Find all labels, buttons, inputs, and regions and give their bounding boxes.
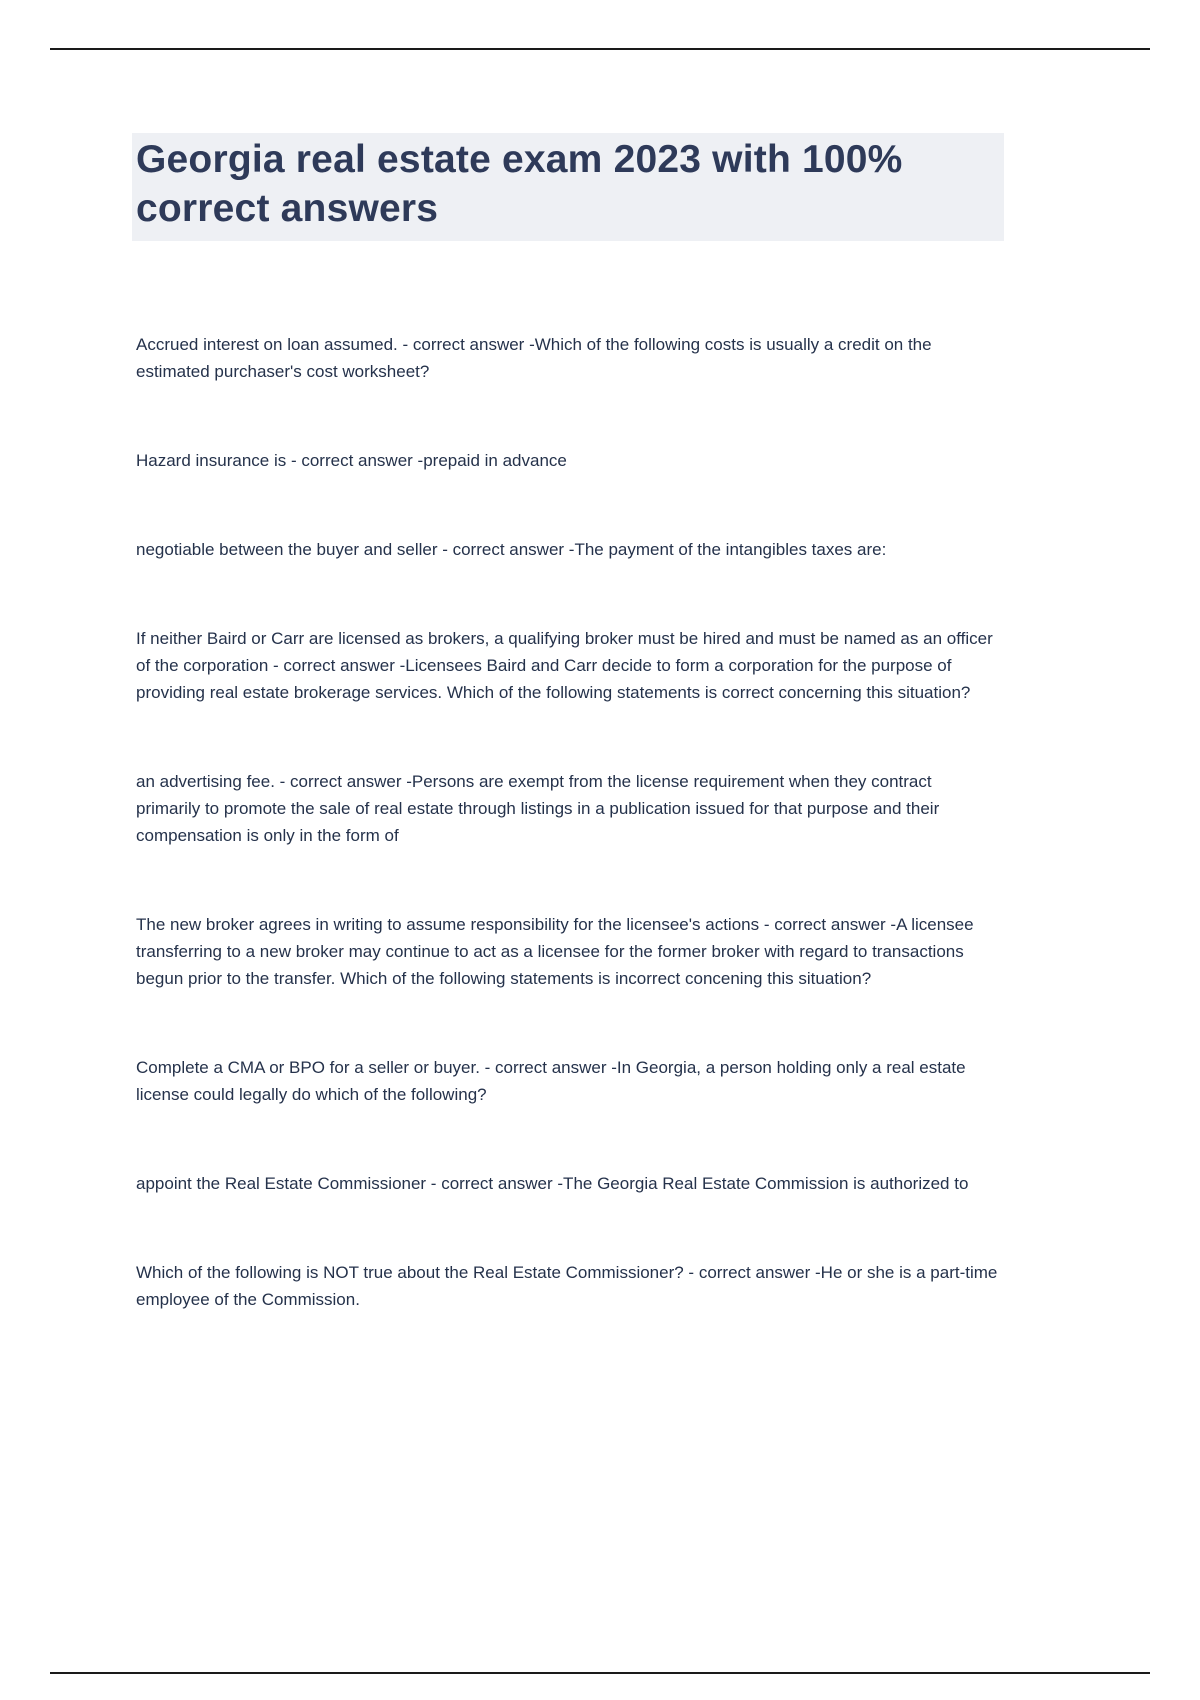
qa-paragraph: Complete a CMA or BPO for a seller or buyer. - correct answer -In Georgia, a person holding only a real estate license could legally do which of the following? [136, 1058, 966, 1105]
qa-paragraph: The new broker agrees in writing to assume responsibility for the licensee's actions - correct answer -A licensee transferring to a new broker may continue to act as a licensee for the former broker with regard to transactions begun prior to the transfer. Which of the following statements is incorrect concening this situation? [136, 915, 974, 989]
qa-paragraph: If neither Baird or Carr are licensed as brokers, a qualifying broker must be hired and must be named as an officer of the corporation - correct answer -Licensees Baird and Carr decide to form a corporation for the purpose of providing real estate brokerage services. Which of the following statements is correct concerning this situation? [136, 629, 993, 703]
qa-paragraph: Which of the following is NOT true about the Real Estate Commissioner? - correct answer -He or she is a part-time employee of the Commission. [136, 1263, 998, 1310]
qa-paragraph: appoint the Real Estate Commissioner - correct answer -The Georgia Real Estate Commission is authorized to [136, 1174, 969, 1194]
qa-paragraph: an advertising fee. - correct answer -Persons are exempt from the license requirement when they contract primarily to promote the sale of real estate through listings in a publication issued for that purpose and their compensation is only in the form of [136, 772, 940, 846]
qa-paragraph: Hazard insurance is - correct answer -prepaid in advance [136, 451, 567, 471]
document-title: Georgia real estate exam 2023 with 100% correct answers [132, 133, 1004, 241]
content-column [136, 0, 1000, 1375]
bottom-rule [50, 1672, 1150, 1674]
qa-list [136, 331, 1000, 1313]
qa-paragraph: negotiable between the buyer and seller - correct answer -The payment of the intangibles taxes are: [136, 540, 887, 560]
qa-paragraph: Accrued interest on loan assumed. - correct answer -Which of the following costs is usually a credit on the estimated purchaser's cost worksheet? [136, 335, 932, 382]
